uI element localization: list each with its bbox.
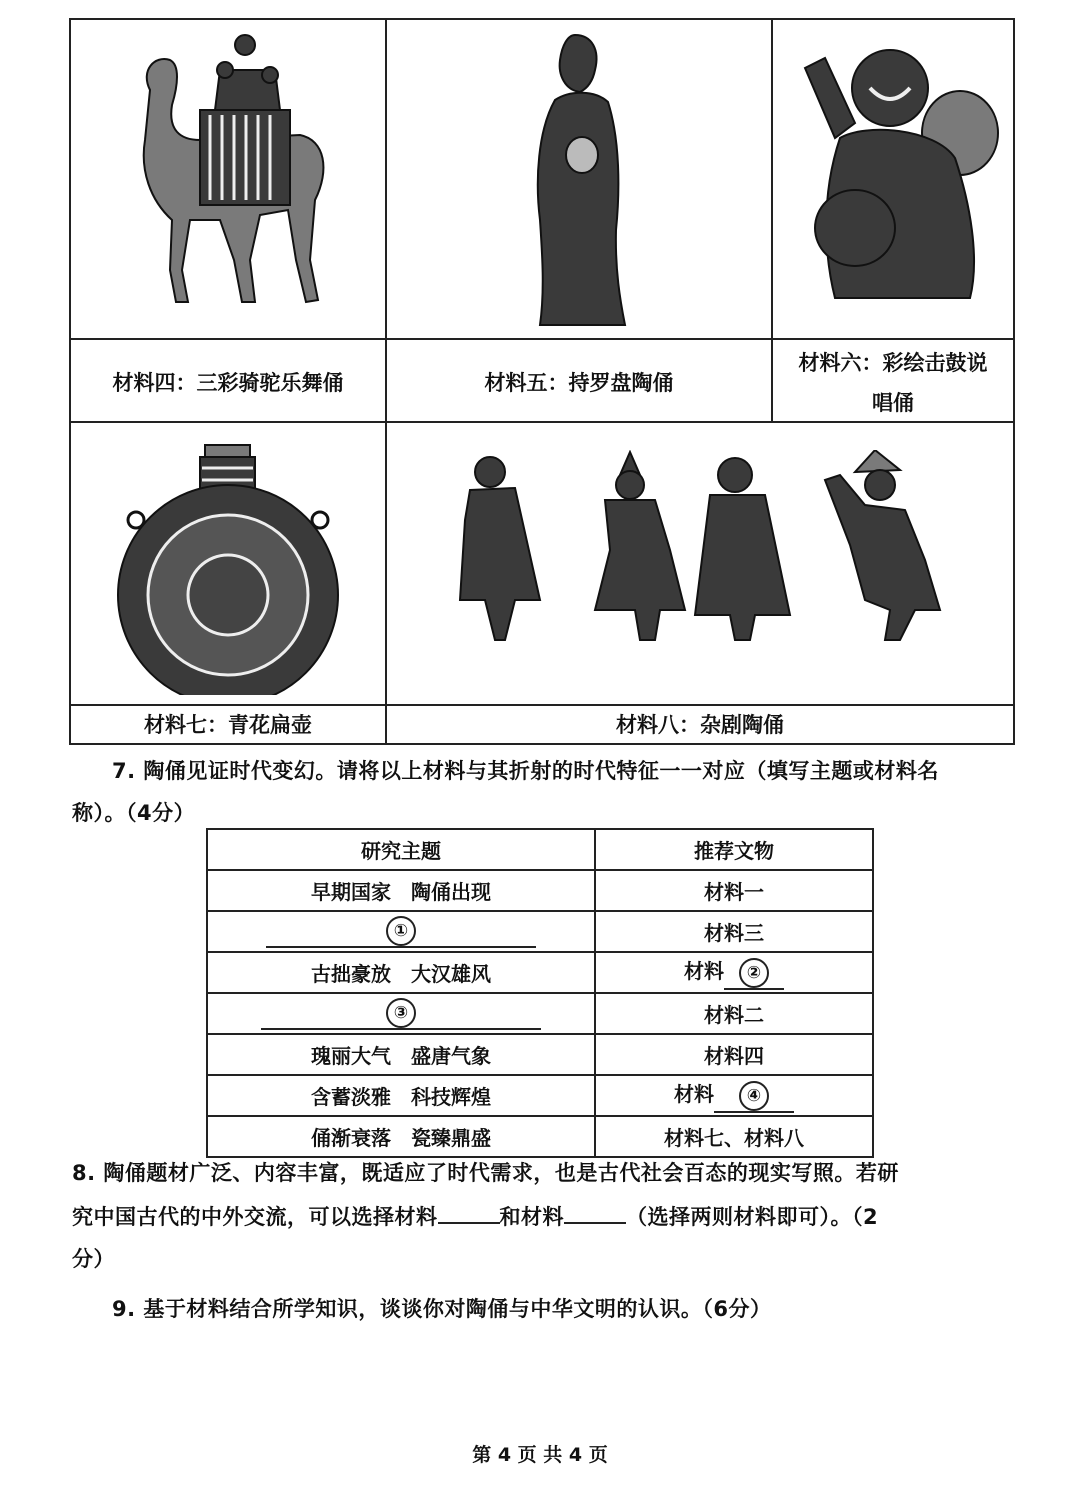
- question-7-line1: 7. 陶俑见证时代变幻。请将以上材料与其折射的时代特征一一对应（填写主题或材料名: [112, 759, 939, 783]
- blank-marker-4: ④: [739, 1081, 769, 1111]
- table-row: [207, 952, 873, 993]
- header-topic: 研究主题: [207, 829, 595, 870]
- answer-blank-material-b[interactable]: [564, 1200, 626, 1224]
- blue-white-flask-image: [100, 440, 360, 695]
- topic-cell: 早期国家 陶俑出现: [207, 870, 595, 911]
- table-row: [207, 911, 873, 952]
- material-4-caption: 材料四：三彩骑驼乐舞俑: [112, 371, 344, 395]
- topic-cell: 含蓄淡雅 科技辉煌: [207, 1075, 595, 1116]
- material-5-caption: 材料五：持罗盘陶俑: [484, 371, 674, 395]
- camel-figurine-image: [110, 30, 350, 320]
- answer-blank-material-a[interactable]: [438, 1200, 500, 1224]
- topic-cell: 俑渐衰落 瓷臻鼎盛: [207, 1116, 595, 1157]
- table-row: [207, 993, 873, 1034]
- artifact-cell: 材料一: [595, 870, 873, 911]
- zaju-opera-figurines-image: [445, 450, 965, 650]
- question-8-line3: 分）: [72, 1247, 115, 1271]
- material-7-caption: 材料七：青花扁壶: [144, 713, 312, 737]
- table-header-row: [207, 829, 873, 870]
- artifact-cell: 材料四: [595, 1034, 873, 1075]
- artifact-prefix: 材料: [684, 959, 724, 983]
- table-row: [207, 1075, 873, 1116]
- question-8-line2: [72, 1198, 878, 1236]
- artifact-cell: 材料二: [595, 993, 873, 1034]
- question-8-line1: 8. 陶俑题材广泛、内容丰富，既适应了时代需求，也是古代社会百态的现实写照。若研: [72, 1161, 899, 1185]
- material-8-caption: 材料八：杂剧陶俑: [616, 713, 784, 737]
- header-artifact: 推荐文物: [595, 829, 873, 870]
- topic-blank-cell[interactable]: [207, 993, 595, 1034]
- table-row: [207, 1034, 873, 1075]
- blank-marker-1: ①: [386, 916, 416, 946]
- page-footer: 第 4 页 共 4 页: [472, 1444, 608, 1466]
- q8-text-b: 和材料: [499, 1205, 564, 1229]
- drum-storyteller-figurine-image: [795, 28, 1005, 313]
- material-6-caption-line2: 唱俑: [872, 391, 914, 415]
- artifact-blank-cell[interactable]: [595, 952, 873, 993]
- research-topic-table: [206, 828, 874, 1158]
- artifact-cell: 材料七、材料八: [595, 1116, 873, 1157]
- topic-blank-cell[interactable]: [207, 911, 595, 952]
- artifact-cell: 材料三: [595, 911, 873, 952]
- question-9: 9. 基于材料结合所学知识，谈谈你对陶俑与中华文明的认识。（6分）: [112, 1297, 772, 1321]
- q8-text-c: （选择两则材料即可）。（2: [626, 1205, 879, 1229]
- question-7-line2: 称）。（4分）: [72, 801, 196, 825]
- topic-cell: 古拙豪放 大汉雄风: [207, 952, 595, 993]
- topic-cell: 瑰丽大气 盛唐气象: [207, 1034, 595, 1075]
- row1-caption-divider: [69, 338, 1015, 340]
- table-row: [207, 1116, 873, 1157]
- artifact-prefix: 材料: [674, 1082, 714, 1106]
- q8-text-a: 究中国古代的中外交流，可以选择材料: [72, 1205, 438, 1229]
- material-6-caption-line1: 材料六：彩绘击鼓说: [798, 351, 988, 375]
- blank-marker-3: ③: [386, 998, 416, 1028]
- artifact-blank-cell[interactable]: [595, 1075, 873, 1116]
- compass-holder-figurine-image: [520, 30, 640, 330]
- row2-caption-divider: [69, 704, 1015, 706]
- blank-marker-2: ②: [739, 958, 769, 988]
- table-row: [207, 870, 873, 911]
